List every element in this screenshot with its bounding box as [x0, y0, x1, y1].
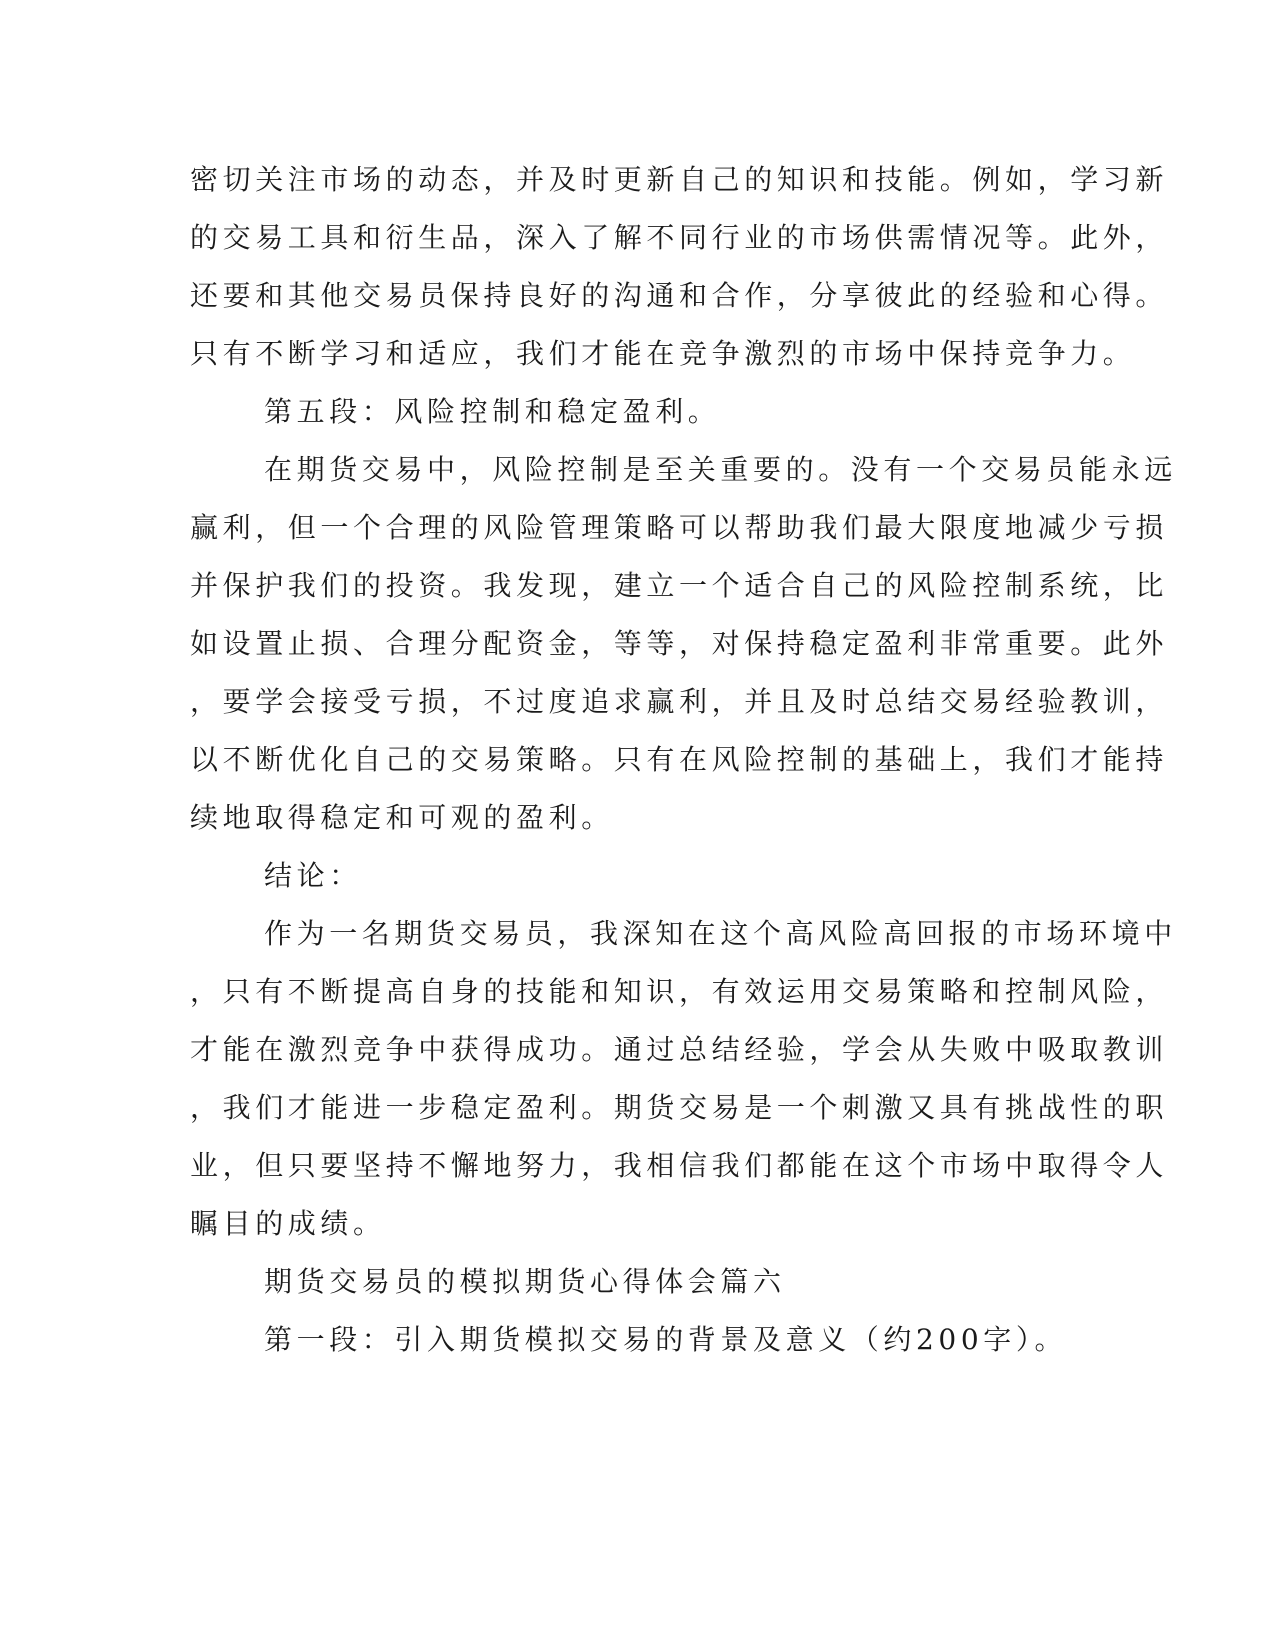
text-line: 以不断优化自己的交易策略。只有在风险控制的基础上，我们才能持 [190, 743, 1169, 776]
section-heading: 第五段：风险控制和稳定盈利。 [264, 395, 721, 428]
section-heading: 第一段：引入期货模拟交易的背景及意义（约200字）。 [264, 1323, 1068, 1356]
text-line: 只有不断学习和适应，我们才能在竞争激烈的市场中保持竞争力。 [190, 337, 1136, 370]
text-line: 业，但只要坚持不懈地努力，我相信我们都能在这个市场中取得令人 [190, 1149, 1169, 1182]
text-line: 并保护我们的投资。我发现，建立一个适合自己的风险控制系统，比 [190, 569, 1169, 602]
text-line: 才能在激烈竞争中获得成功。通过总结经验，学会从失败中吸取教训 [190, 1033, 1169, 1066]
text-line: 瞩目的成绩。 [190, 1207, 386, 1240]
section-heading: 结论： [264, 859, 362, 892]
text-line: 如设置止损、合理分配资金，等等，对保持稳定盈利非常重要。此外 [190, 627, 1169, 660]
text-line: 密切关注市场的动态，并及时更新自己的知识和技能。例如，学习新 [190, 163, 1169, 196]
text-line: 还要和其他交易员保持良好的沟通和合作，分享彼此的经验和心得。 [190, 279, 1169, 312]
text-line: ，只有不断提高自身的技能和知识，有效运用交易策略和控制风险， [190, 975, 1169, 1008]
text-line: 在期货交易中，风险控制是至关重要的。没有一个交易员能永远 [264, 453, 1177, 486]
text-line: 续地取得稳定和可观的盈利。 [190, 801, 614, 834]
text-line: ，要学会接受亏损，不过度追求赢利，并且及时总结交易经验教训， [190, 685, 1169, 718]
text-line: 赢利，但一个合理的风险管理策略可以帮助我们最大限度地减少亏损 [190, 511, 1169, 544]
text-line: 的交易工具和衍生品，深入了解不同行业的市场供需情况等。此外， [190, 221, 1169, 254]
text-line: 作为一名期货交易员，我深知在这个高风险高回报的市场环境中 [264, 917, 1177, 950]
chapter-title: 期货交易员的模拟期货心得体会篇六 [264, 1265, 786, 1298]
text-line: ，我们才能进一步稳定盈利。期货交易是一个刺激又具有挑战性的职 [190, 1091, 1169, 1124]
